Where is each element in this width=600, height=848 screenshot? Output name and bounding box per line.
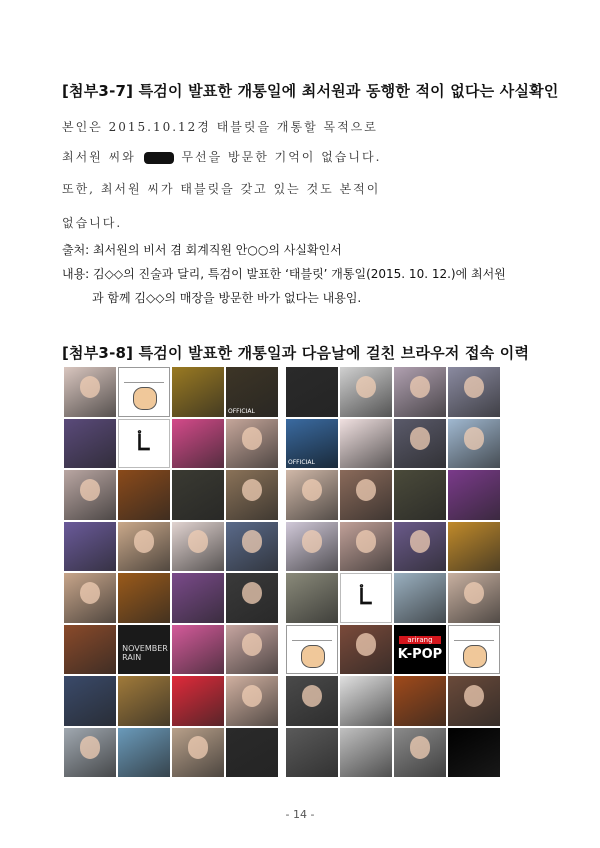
section-heading-3-8: [첨부3-8] 특검이 발표한 개통일과 다음날에 걸친 브라우저 접속 이력 (62, 344, 530, 362)
handwritten-line-2-before: 최서원 씨와 (62, 150, 136, 164)
thumbnail-photo-portrait-icon (340, 625, 392, 675)
handwritten-line-1: 본인은 2015.10.12경 태블릿을 개통할 목적으로 (62, 120, 378, 134)
thumbnail-flower-icon (172, 419, 224, 469)
album-title-label: NOVEMBER RAIN (122, 644, 168, 663)
thumbnail-photo-dark-icon (64, 625, 116, 675)
thumbnail-photo-portrait-icon (394, 522, 446, 572)
thumbnail-photo-text-icon (340, 676, 392, 726)
thumbnail-photo-portrait-icon (286, 522, 338, 572)
arirang-label: arirang (399, 636, 441, 644)
handwritten-line-3: 또한, 최서원 씨가 태블릿을 갖고 있는 것도 본적이 (62, 182, 381, 196)
thumbnail-photo-dark-icon (226, 367, 278, 417)
thumbnail-photo-lips-icon (340, 419, 392, 469)
handwritten-line-2-after: 무선을 방문한 기억이 없습니다. (181, 150, 382, 164)
thumbnail-photo-stage-icon (448, 470, 500, 520)
content-line-2: 과 함께 김◇◇의 매장을 방문한 바가 없다는 내용임. (92, 291, 362, 305)
thumbnail-photo-sunset-icon (448, 522, 500, 572)
thumbnail-photo-portrait-icon (226, 676, 278, 726)
thumbnail-photo-portrait-icon (226, 625, 278, 675)
thumbnail-photo-portrait-icon (394, 419, 446, 469)
thumbnail-photo-portrait-icon (448, 676, 500, 726)
thumbnail-photo-coconut-icon (118, 676, 170, 726)
thumbnail-flower-icon (172, 625, 224, 675)
thumbnail-photo-dark-icon (286, 367, 338, 417)
thumbnail-photo-autumn-icon (118, 573, 170, 623)
thumbnail-photo-autumn-icon (118, 470, 170, 520)
page-number: - 14 - (285, 808, 315, 821)
thumbnail-photo-beach-icon (118, 728, 170, 778)
thumbnail-flower-icon (172, 573, 224, 623)
thumbnail-cartoon-icon (286, 625, 338, 675)
thumbnail-photo-party-icon (64, 419, 116, 469)
thumbnail-photo-portrait-icon (448, 419, 500, 469)
thumbnail-photo-portrait-icon (226, 419, 278, 469)
thumbnail-heart-icon (172, 676, 224, 726)
thumbnail-cartoon-action-icon (448, 625, 500, 675)
thumbnail-photo-street-icon (64, 676, 116, 726)
thumbnail-photo-dance-icon (340, 728, 392, 778)
thumbnail-photo-sunset-icon (172, 367, 224, 417)
thumbnail-photo-portrait-icon (340, 522, 392, 572)
thumbnail-photo-portrait-icon (394, 728, 446, 778)
browser-history-thumbnails-left (64, 367, 278, 777)
thumbnail-kpop-icon (394, 625, 446, 675)
thumbnail-photo-fantasy-icon (64, 522, 116, 572)
thumbnail-photo-dark-icon (448, 728, 500, 778)
thumbnail-photo-portrait-icon (64, 728, 116, 778)
section-heading-3-7: [첨부3-7] 특검이 발표한 개통일에 최서원과 동행한 적이 없다는 사실확인 (62, 82, 559, 100)
thumbnail-photo-portrait-icon (394, 367, 446, 417)
browser-history-thumbnails-right (286, 367, 500, 777)
thumbnail-photo-portrait-icon (286, 676, 338, 726)
thumbnail-cartoon-icon (118, 367, 170, 417)
thumbnail-photo-official-icon (286, 419, 338, 469)
content-line-1: 내용: 김◇◇의 진술과 달리, 특검이 발표한 ‘태블릿’ 개통일(2015. 10. 12.)에 최서원 (62, 267, 506, 281)
thumbnail-photo-portrait-icon (64, 470, 116, 520)
source-line: 출처: 최서원의 비서 겸 회계직원 안○○의 사실확인서 (62, 243, 342, 257)
thumbnail-photo-portrait-icon (64, 573, 116, 623)
redaction-mark (144, 152, 174, 164)
thumbnail-photo-portrait-icon (64, 367, 116, 417)
thumbnail-photo-portrait-icon (286, 470, 338, 520)
thumbnail-photo-room-icon (286, 573, 338, 623)
thumbnail-photo-portrait-icon (172, 728, 224, 778)
thumbnail-photo-portrait-icon (172, 522, 224, 572)
thumbnail-logo-icon: ᢺ (340, 573, 392, 623)
thumbnail-photo-dark-icon (172, 470, 224, 520)
official-label: OFFICIAL (288, 459, 315, 466)
thumbnail-photo-portrait-icon (340, 367, 392, 417)
kpop-label: K-POP (397, 647, 443, 663)
handwritten-line-2 (62, 148, 381, 165)
thumbnail-photo-portrait-icon (118, 522, 170, 572)
thumbnail-photo-person-icon (226, 573, 278, 623)
thumbnail-photo-dark-icon (226, 728, 278, 778)
thumbnail-photo-album-icon (118, 625, 170, 675)
thumbnail-photo-portrait-icon (340, 470, 392, 520)
thumbnail-photo-tree-icon (394, 573, 446, 623)
official-label: OFFICIAL (228, 407, 255, 415)
thumbnail-photo-blur-icon (394, 470, 446, 520)
thumbnail-photo-portrait-icon (448, 573, 500, 623)
handwritten-line-4: 없습니다. (62, 216, 123, 230)
thumbnail-photo-group-icon (286, 728, 338, 778)
thumbnail-photo-portrait-icon (226, 470, 278, 520)
thumbnail-photo-portrait-icon (226, 522, 278, 572)
thumbnail-photo-autumn-icon (394, 676, 446, 726)
thumbnail-photo-portrait-icon (448, 367, 500, 417)
thumbnail-logo-icon: ᢺ (118, 419, 170, 469)
